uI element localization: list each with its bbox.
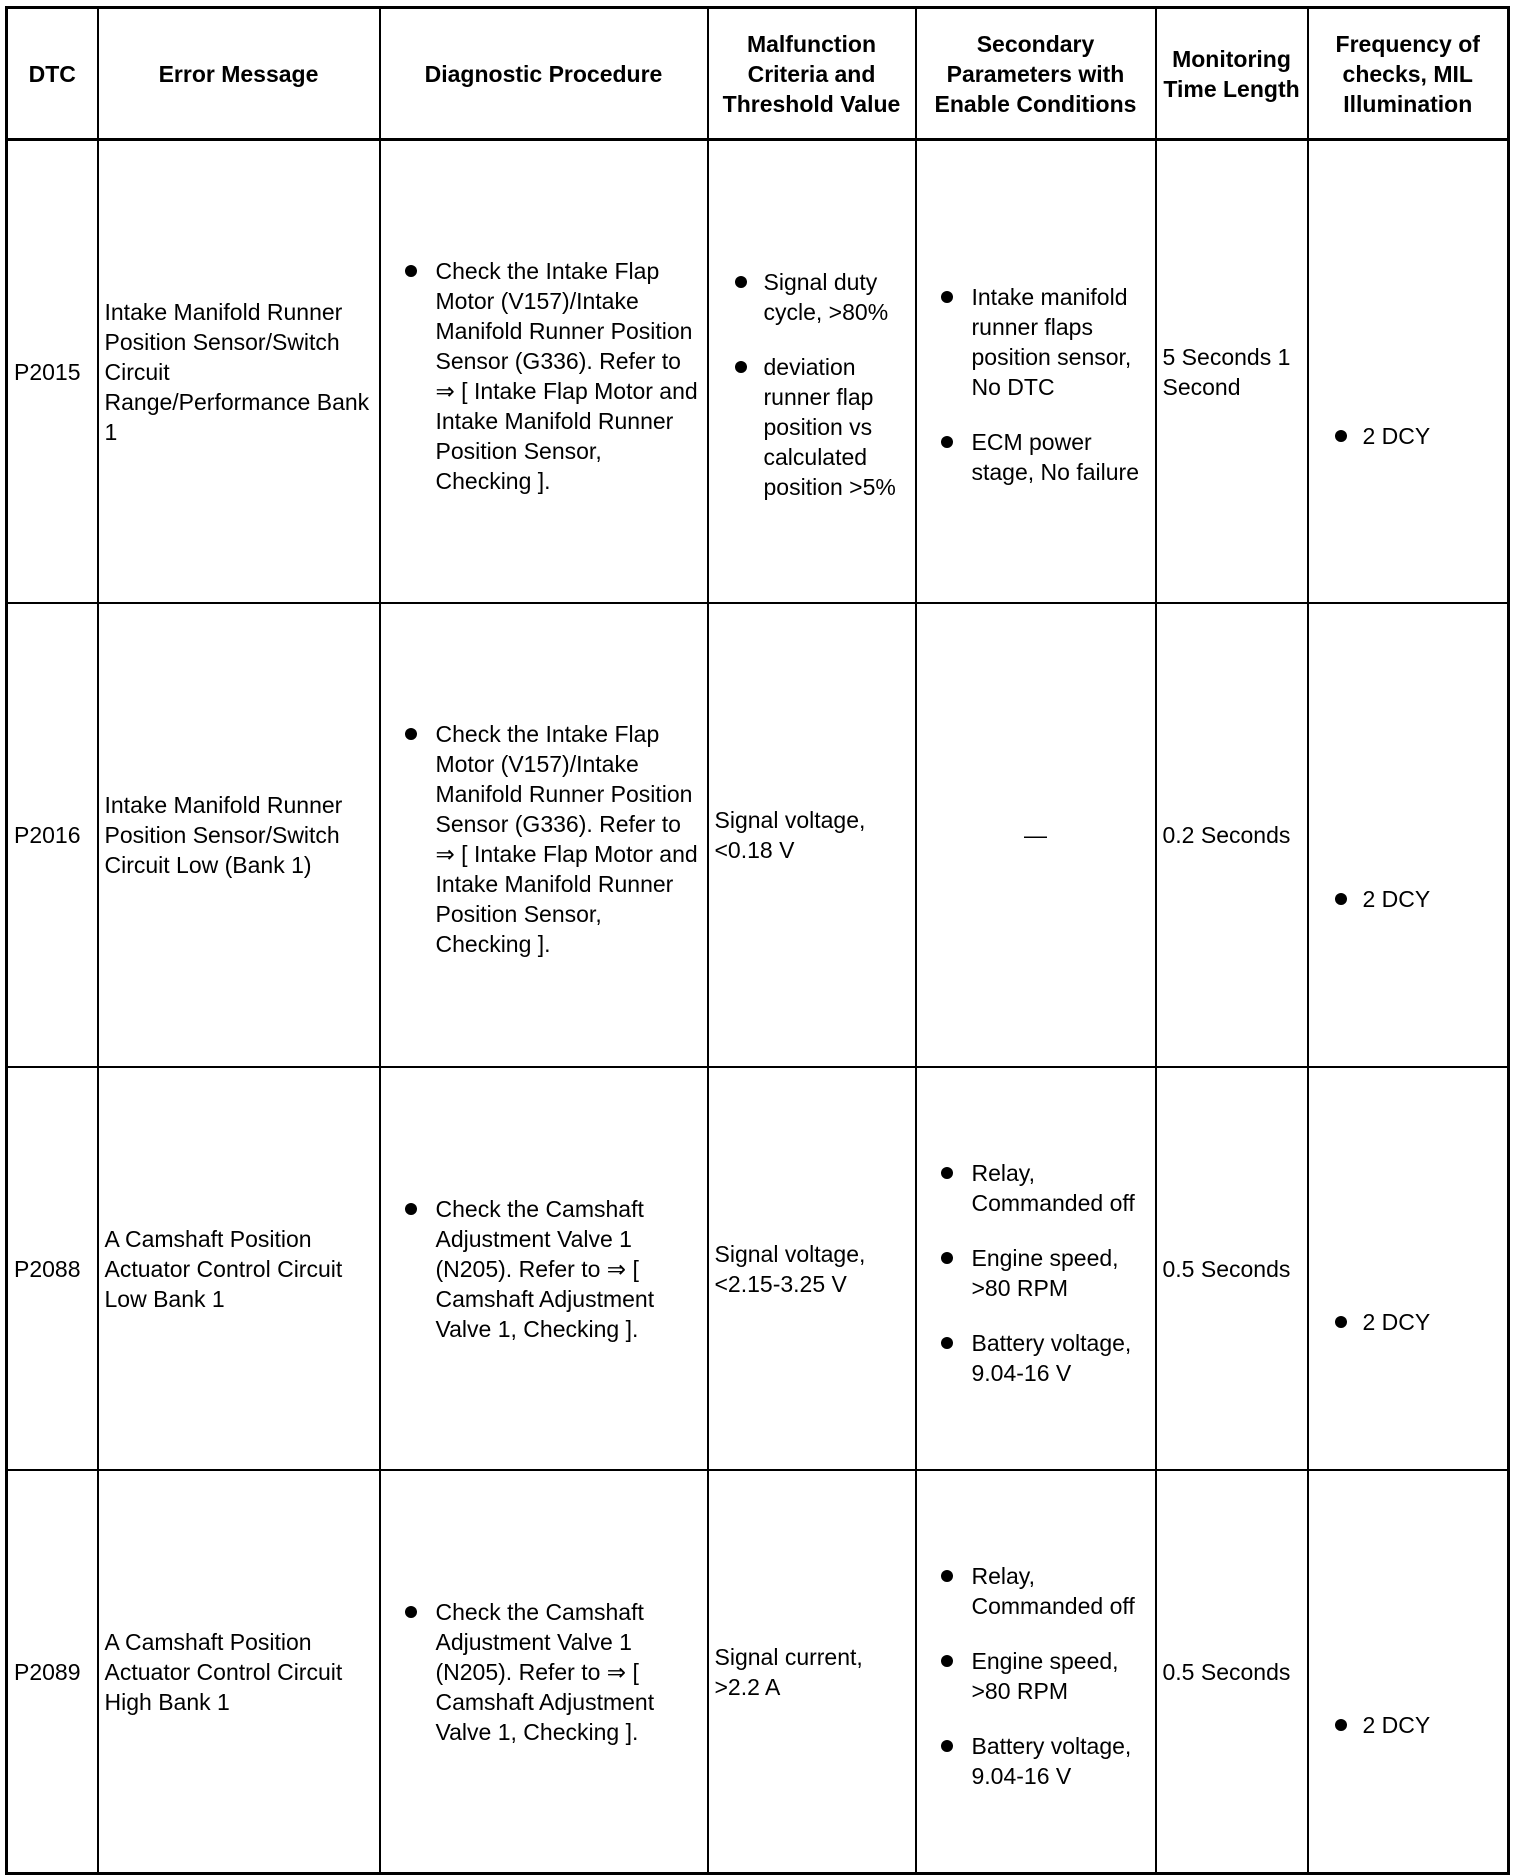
table-row [7,140,1509,604]
error-message: Intake Manifold Runner Position Sensor/Switch Circuit Range/Performance Bank 1 [98,140,380,604]
bullet-icon [941,1740,953,1752]
secondary-text: ECM power stage, No failure [971,428,1139,485]
bullet-icon [735,361,747,373]
list-item [923,427,1149,487]
header-dtc: DTC [7,8,98,140]
monitoring-time: 0.5 Seconds [1156,1067,1308,1470]
secondary-parameters [916,1067,1156,1470]
list-item [387,1194,701,1344]
bullet-icon [941,436,953,448]
list-item [923,1731,1149,1791]
bullet-icon [1335,893,1347,905]
procedure-text: Check the Camshaft Adjustment Valve 1 (N205). Refer to ⇒ [ Camshaft Adjustment Valve 1, Checking ]. [435,1195,655,1342]
list-item [1315,1307,1502,1337]
header-frequency: Frequency of checks, MIL Illumination [1308,8,1509,140]
secondary-text: Battery voltage, 9.04-16 V [971,1329,1132,1386]
bullet-icon [1335,430,1347,442]
secondary-text: Intake manifold runner flaps position sensor, No DTC [971,283,1132,400]
error-message: Intake Manifold Runner Position Sensor/Switch Circuit Low (Bank 1) [98,603,380,1067]
list-item [923,282,1149,402]
list-item [923,1243,1149,1303]
header-secondary-parameters: Secondary Parameters with Enable Conditions [916,8,1156,140]
bullet-icon [941,1337,953,1349]
list-item [923,1561,1149,1621]
secondary-text: Engine speed, >80 RPM [971,1647,1119,1704]
bullet-icon [941,1167,953,1179]
malfunction-criteria: Signal voltage, <0.18 V [708,603,916,1067]
list-item [923,1158,1149,1218]
bullet-icon [405,1606,417,1618]
secondary-text: Battery voltage, 9.04-16 V [971,1732,1132,1789]
diagnostic-procedure [380,1067,708,1470]
diagnostic-procedure [380,1470,708,1874]
bullet-icon [941,291,953,303]
frequency [1308,140,1509,604]
monitoring-time: 0.2 Seconds [1156,603,1308,1067]
list-item [1315,1710,1502,1740]
procedure-text: Check the Intake Flap Motor (V157)/Intake Manifold Runner Position Sensor (G336). Refer to ⇒ [ Intake Flap Motor and Intake Manifold Runner Position Sensor, Checking ]. [435,721,698,957]
bullet-icon [941,1655,953,1667]
list-item [1315,884,1502,914]
frequency-text: 2 DCY [1362,886,1431,912]
malfunction-criteria: Signal voltage, <2.15-3.25 V [708,1067,916,1470]
monitoring-time: 5 Seconds 1 Second [1156,140,1308,604]
list-item [387,719,701,959]
header-malfunction-criteria: Malfunction Criteria and Threshold Value [708,8,916,140]
header-error-message: Error Message [98,8,380,140]
frequency-text: 2 DCY [1362,422,1431,449]
list-item [387,256,701,496]
bullet-icon [1335,1316,1347,1328]
header-diagnostic-procedure: Diagnostic Procedure [380,8,708,140]
secondary-text: Relay, Commanded off [971,1562,1135,1619]
bullet-icon [405,265,417,277]
error-message: A Camshaft Position Actuator Control Circuit High Bank 1 [98,1470,380,1874]
procedure-text: Check the Camshaft Adjustment Valve 1 (N205). Refer to ⇒ [ Camshaft Adjustment Valve 1, Checking ]. [435,1598,655,1745]
criteria-text: deviation runner flap position vs calculated position >5% [763,353,896,500]
secondary-parameters [916,140,1156,604]
frequency [1308,1470,1509,1874]
list-item [923,1646,1149,1706]
table-row [7,603,1509,1067]
frequency-text: 2 DCY [1362,1712,1431,1738]
dtc-code: P2016 [7,603,98,1067]
header-row [7,8,1509,140]
secondary-text: Engine speed, >80 RPM [971,1244,1119,1301]
dtc-code: P2089 [7,1470,98,1874]
dtc-code: P2015 [7,140,98,604]
frequency [1308,1067,1509,1470]
list-item [387,1597,701,1747]
secondary-parameters [916,1470,1156,1874]
list-item [923,1328,1149,1388]
error-message: A Camshaft Position Actuator Control Circuit Low Bank 1 [98,1067,380,1470]
dtc-code: P2088 [7,1067,98,1470]
table-row [7,1470,1509,1874]
frequency [1308,603,1509,1067]
bullet-icon [405,728,417,740]
frequency-text: 2 DCY [1362,1309,1431,1335]
header-monitoring-time: Monitoring Time Length [1156,8,1308,140]
malfunction-criteria [708,140,916,604]
monitoring-time: 0.5 Seconds [1156,1470,1308,1874]
list-item [1315,421,1502,451]
bullet-icon [735,276,747,288]
dtc-table [5,6,1510,1875]
bullet-icon [1335,1719,1347,1731]
criteria-text: Signal duty cycle, >80% [763,268,889,325]
diagnostic-procedure [380,140,708,604]
list-item [715,352,909,502]
table-row [7,1067,1509,1470]
bullet-icon [405,1203,417,1215]
list-item [715,267,909,327]
secondary-parameters: — [916,603,1156,1067]
bullet-icon [941,1252,953,1264]
malfunction-criteria: Signal current, >2.2 A [708,1470,916,1874]
bullet-icon [941,1570,953,1582]
secondary-text: Relay, Commanded off [971,1159,1135,1216]
diagnostic-procedure [380,603,708,1067]
procedure-text: Check the Intake Flap Motor (V157)/Intake Manifold Runner Position Sensor (G336). Refer to ⇒ [ Intake Flap Motor and Intake Manifold Runner Position Sensor, Checking ]. [435,257,698,494]
